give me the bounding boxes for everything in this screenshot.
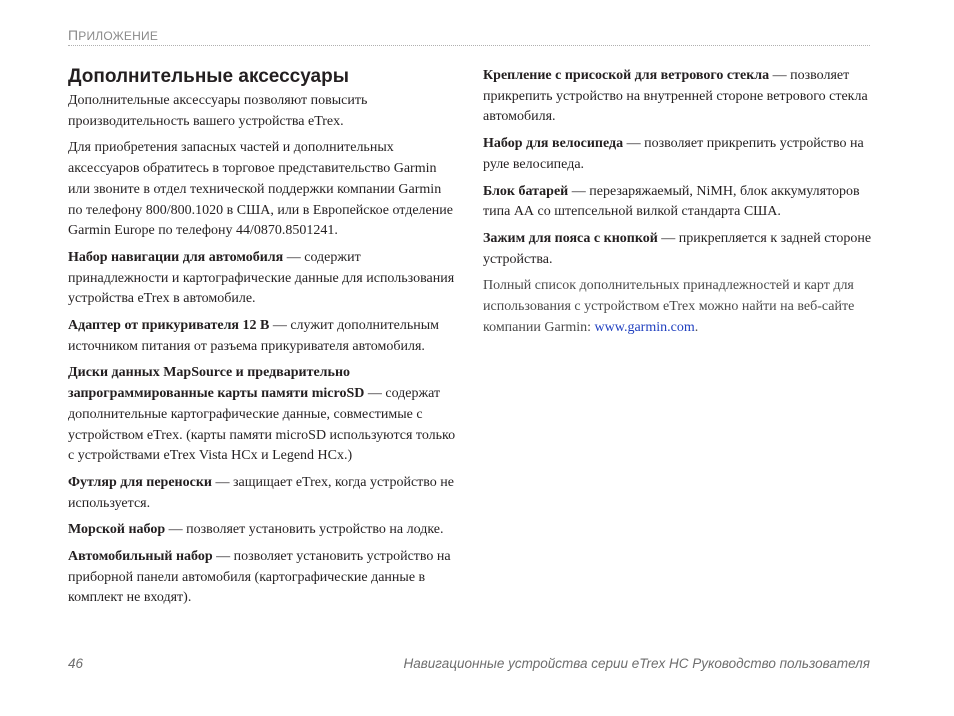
accessory-item: Футляр для переноски — защищает eTrex, когда устройство не используется. (68, 474, 454, 511)
left-column (68, 66, 458, 615)
section-name: ПРИЛОЖЕНИЕ (68, 27, 159, 43)
page-title: Дополнительные аксессуары (68, 66, 349, 87)
intro-paragraph: Дополнительные аксессуары позволяют повысить производительность вашего устройства eTrex. (68, 93, 368, 129)
manual-title: Навигационные устройства серии eTrex HC Руководство пользователя (403, 656, 870, 671)
purchase-info-paragraph: Для приобретения запасных частей и дополнительных аксессуаров обратитесь в торговое представительство Garmin или звоните в отдел технической поддержки компании Garmin по телефону 800/800.1020 в США, или в Европейское отделение Garmin Europe по телефону 44/0870.8501241. (68, 140, 453, 239)
accessory-item: Набор навигации для автомобиля — содержит принадлежности и картографические данные для использования устройства eTrex в автомобиле. (68, 249, 455, 307)
running-header (68, 27, 870, 46)
accessory-item: Диски данных MapSource и предварительно запрограммированные карты памяти microSD — содержат дополнительные картографические данные, совместимые с устройством eTrex. (карты памяти microSD используются только с устройствами eTrex Vista HCx и Legend HCx.) (68, 365, 456, 464)
garmin-website-link[interactable]: www.garmin.com (594, 319, 695, 335)
page-number: 46 (68, 656, 84, 671)
accessory-item: Автомобильный набор — позволяет установить устройство на приборной панели автомобиля (картографические данные в комплект не входят). (68, 549, 451, 606)
accessory-item: Адаптер от прикуривателя 12 В — служит дополнительным источником питания от разъема прикуривателя автомобиля. (68, 318, 440, 354)
accessory-item: Набор для велосипеда — позволяет прикрепить устройство на руле велосипеда. (483, 136, 864, 172)
accessory-item: Зажим для пояса с кнопкой — прикрепляется к задней стороне устройства. (483, 230, 872, 267)
accessory-item: Морской набор — позволяет установить устройство на лодке. (68, 522, 444, 538)
accessory-item: Блок батарей — перезаряжаемый, NiMH, блок аккумуляторов типа АА со штепсельной вилкой стандарта США. (483, 183, 860, 220)
closing-paragraph: Полный список дополнительных принадлежностей и карт для использования с устройством eTrex можно найти на веб-сайте компании Garmin: www.garmin.com. (483, 278, 855, 335)
right-column (483, 66, 873, 344)
accessory-item: Крепление с присоской для ветрового стекла — позволяет прикрепить устройство на внутренней стороне ветрового стекла автомобиля. (483, 68, 868, 125)
